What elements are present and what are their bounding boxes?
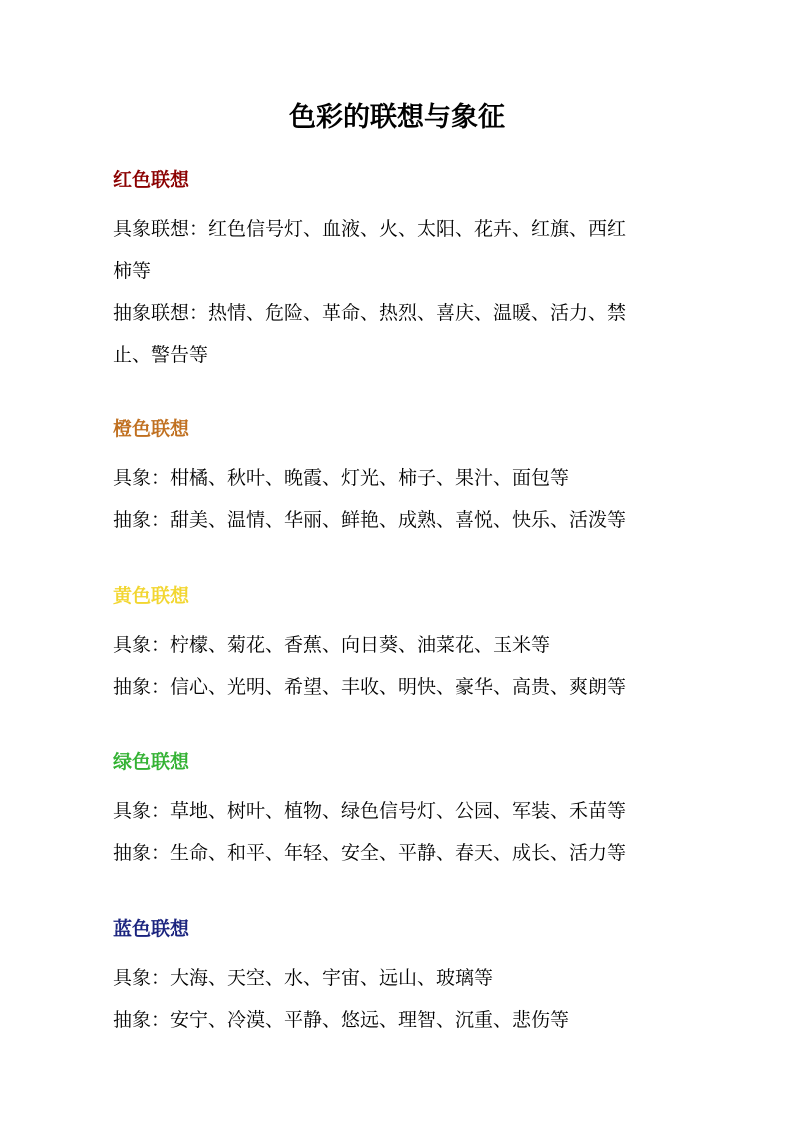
text-line: 柿等 <box>113 260 152 282</box>
text-line: 具象：草地、树叶、植物、绿色信号灯、公园、军装、禾苗等 <box>113 800 627 822</box>
section-blue <box>113 915 679 1041</box>
text-line: 具象：大海、天空、水、宇宙、远山、玻璃等 <box>113 967 494 989</box>
section-orange <box>113 415 679 541</box>
text-line: 具象联想：红色信号灯、血液、火、太阳、花卉、红旗、西红 <box>113 218 627 240</box>
section-heading-yellow: 黄色联想 <box>113 585 190 607</box>
text-line: 抽象：安宁、冷漠、平静、悠远、理智、沉重、悲伤等 <box>113 1009 570 1031</box>
section-heading-green: 绿色联想 <box>113 751 190 773</box>
text-line: 止、警告等 <box>113 344 209 366</box>
section-heading-red: 红色联想 <box>113 169 190 191</box>
text-line: 抽象：甜美、温情、华丽、鲜艳、成熟、喜悦、快乐、活泼等 <box>113 509 627 531</box>
page-title: 色彩的联想与象征 <box>289 102 505 133</box>
text-line: 抽象：生命、和平、年轻、安全、平静、春天、成长、活力等 <box>113 842 627 864</box>
text-line: 抽象：信心、光明、希望、丰收、明快、豪华、高贵、爽朗等 <box>113 676 627 698</box>
section-heading-blue: 蓝色联想 <box>113 918 190 940</box>
text-line: 抽象联想：热情、危险、革命、热烈、喜庆、温暖、活力、禁 <box>113 302 627 324</box>
text-line: 具象：柠檬、菊花、香蕉、向日葵、油菜花、玉米等 <box>113 634 551 656</box>
section-green <box>113 748 679 874</box>
section-heading-orange: 橙色联想 <box>113 418 190 440</box>
section-yellow <box>113 582 679 708</box>
text-line: 具象：柑橘、秋叶、晚霞、灯光、柿子、果汁、面包等 <box>113 467 570 489</box>
section-red <box>113 166 679 376</box>
